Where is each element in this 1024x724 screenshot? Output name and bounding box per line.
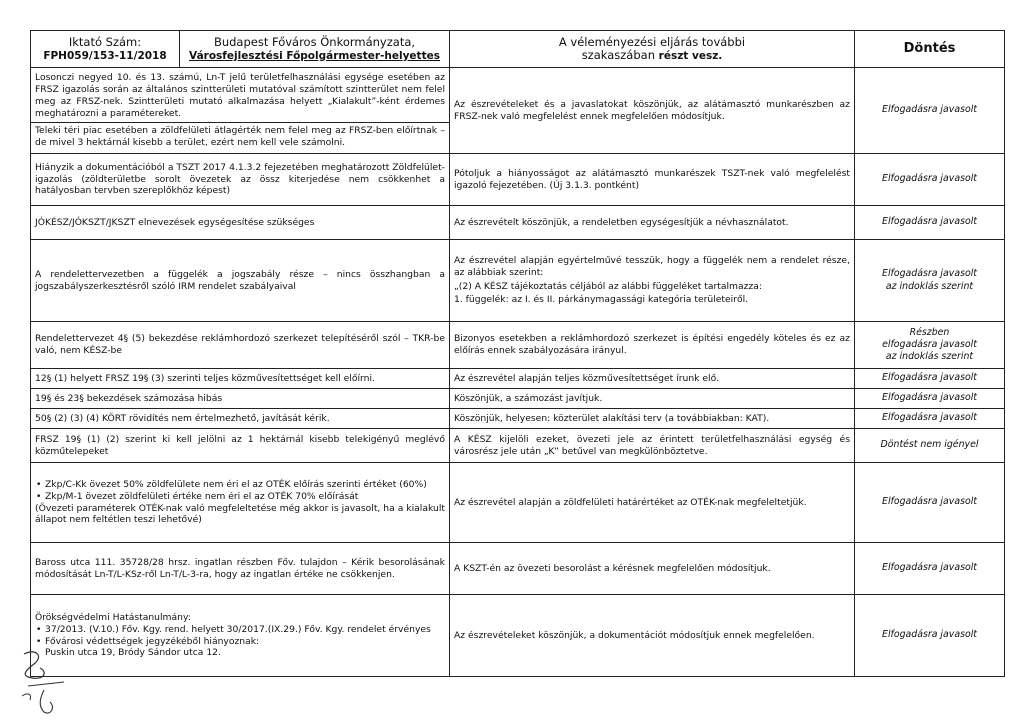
decision-line: Elfogadásra javasolt <box>882 268 977 280</box>
header-participation <box>450 31 855 68</box>
response-cell: Az észrevételeket és a javaslatokat köszönjük, az alátámasztó munkarészben az FRSZ-nek való megfelelést ennek megfelelően módosítjuk. <box>450 68 855 154</box>
response-text: „(2) A KÉSZ tájékoztatás céljából az alábbi függeléket tartalmazza: <box>454 280 763 292</box>
table-row <box>31 463 1005 543</box>
list-item: • 37/2013. (V.10.) Főv. Kgy. rend. helyett 30/2017.(IX.29.) Főv. Kgy. rendelet érvényes <box>45 624 445 636</box>
decision-cell <box>855 240 1005 322</box>
decision-line: az indoklás szerint <box>885 351 974 363</box>
response-cell: Köszönjük, a számozást javítjuk. <box>450 389 855 409</box>
header-authority: Budapest Főváros Önkormányzata, <box>213 35 416 50</box>
decision-cell: Elfogadásra javasolt <box>855 409 1005 429</box>
response-text: Az észrevétel alapján egyértelművé tesszük, hogy a függelék nem a rendelet része, az alábbiak szerint: <box>454 254 850 278</box>
handwritten-signature <box>14 646 74 716</box>
table-row <box>31 409 1005 429</box>
remark-cell: 12§ (1) helyett FRSZ 19§ (3) szerinti teljes közművesítettséget kell előírni. <box>31 369 450 389</box>
decision-cell: Elfogadásra javasolt <box>855 154 1005 206</box>
table-row <box>31 154 1005 206</box>
decision-cell: Döntést nem igényel <box>855 429 1005 463</box>
header-participation-line1: A véleményezési eljárás további <box>558 34 746 49</box>
header-row <box>31 31 1005 68</box>
remark-cell <box>31 463 450 543</box>
remark-cell: JÓKÉSZ/JÓKSZT/JKSZT elnevezések egységesítése szükséges <box>31 206 450 240</box>
table-row <box>31 68 1005 154</box>
remark-line: Puskin utca 19, Bródy Sándor utca 12. <box>45 647 221 659</box>
list-item: • Fővárosi védettségek jegyzékéből hiányoznak: <box>45 636 445 648</box>
remark-cell: Hiányzik a dokumentációból a TSZT 2017 4.1.3.2 fejezetében meghatározott Zöldfelület-igazolás (zöldterületbe sorolt övezetek az össz kiterjedése nem csökkenhet a hatályosban tervben szereplőkhöz képest) <box>31 154 450 206</box>
remark-text: Teleki téri piac esetében a zöldfelületi átlagérték nem felel meg az FRSZ-ben előírtnak – de mivel 3 hektárnál kisebb a terület, ezért nem kell vele számolni. <box>31 122 449 149</box>
response-cell: Az észrevétel alapján a zöldfelületi határértéket az OTÉK-nak megfeleltetjük. <box>450 463 855 543</box>
header-file-number: FPH059/153-11/2018 <box>43 49 167 62</box>
remark-cell: FRSZ 19§ (1) (2) szerint ki kell jelölni az 1 hektárnál kisebb telekigényű meglévő közműtelepeket <box>31 429 450 463</box>
opinion-table <box>30 30 1005 677</box>
remark-title: Örökségvédelmi Hatástanulmány: <box>35 611 191 623</box>
decision-line: az indoklás szerint <box>885 280 974 292</box>
remark-list <box>35 624 445 648</box>
decision-cell: Elfogadásra javasolt <box>855 68 1005 154</box>
response-cell: Pótoljuk a hiányosságot az alátámasztó munkarészek TSZT-nek való megfelelést igazoló fejezetében. (Új 3.1.3. pontként) <box>450 154 855 206</box>
response-cell: Az észrevételeket köszönjük, a dokumentációt módosítjuk ennek megfelelően. <box>450 595 855 677</box>
table-row <box>31 369 1005 389</box>
remark-cell: 50§ (2) (3) (4) KÖRT rövidítés nem értelmezhető, javítását kérik. <box>31 409 450 429</box>
response-cell: Az észrevétel alapján teljes közművesítettséget írunk elő. <box>450 369 855 389</box>
table-row <box>31 595 1005 677</box>
response-text: 1. függelék: az I. és II. párkánymagassági kategória területeiről. <box>454 294 749 306</box>
list-item: • Zkp/C-Kk övezet 50% zöldfelülete nem éri el az OTÉK előírás szerinti értéket (60%) <box>45 479 445 491</box>
decision-cell: Elfogadásra javasolt <box>855 369 1005 389</box>
response-cell: A KSZT-én az övezeti besorolást a kérésnek megfelelően módosítjuk. <box>450 543 855 595</box>
remark-list <box>35 479 445 503</box>
table-row <box>31 389 1005 409</box>
decision-cell: Elfogadásra javasolt <box>855 543 1005 595</box>
response-cell: Köszönjük, helyesen: közterület alakítási terv (a továbbiakban: KAT). <box>450 409 855 429</box>
remark-cell: Rendelettervezet 4§ (5) bekezdése reklámhordozó szerkezet telepítéséről szól – TKR-be való, nem KÉSZ-be <box>31 322 450 369</box>
decision-cell: Elfogadásra javasolt <box>855 389 1005 409</box>
table-row <box>31 429 1005 463</box>
response-cell: Az észrevételt köszönjük, a rendeletben egységesítjük a névhasználatot. <box>450 206 855 240</box>
header-participation-emphasis: részt vesz. <box>658 50 723 62</box>
table-row <box>31 543 1005 595</box>
table-row <box>31 240 1005 322</box>
decision-cell: Elfogadásra javasolt <box>855 206 1005 240</box>
remark-cell: A rendelettervezetben a függelék a jogszabály része – nincs összhangban a jogszabályszerkesztésről szóló IRM rendelet szabályaival <box>31 240 450 322</box>
remark-cell: 19§ és 23§ bekezdések számozása hibás <box>31 389 450 409</box>
decision-line: Részben <box>909 326 950 338</box>
header-decision: Döntés <box>855 31 1005 68</box>
response-cell <box>450 240 855 322</box>
list-item: • Zkp/M-1 övezet zöldfelületi értéke nem éri el az OTÉK 70% előírását <box>45 491 445 503</box>
header-participation-line2: szakaszában <box>581 48 659 62</box>
remark-cell: Baross utca 111. 35728/28 hrsz. ingatlan részben Főv. tulajdon – Kérik besorolásának módosítását Ln-T/L-KSz-ről Ln-T/L-3-ra, hogy az ingatlan értéke ne csökkenjen. <box>31 543 450 595</box>
response-cell: A KÉSZ kijelöli ezeket, övezeti jele az érintett területfelhasználási egység és városrész jele után „K” betűvel van megkülönböztetve. <box>450 429 855 463</box>
header-file-number-label: Iktató Szám: <box>68 35 142 50</box>
decision-cell <box>855 322 1005 369</box>
table-row <box>31 322 1005 369</box>
decision-cell: Elfogadásra javasolt <box>855 595 1005 677</box>
table-row <box>31 206 1005 240</box>
remark-cell <box>31 595 450 677</box>
remark-text: Losonczi negyed 10. és 13. számú, Ln-T jelű területfelhasználási egysége esetében az FRSZ igazolás során az általános szintterületi mutatóval számított szintterület nem felel meg az FRSZ-nek. Szintterületi mutató alkalmazása helyett „Kialakult”-ként érdemes meghatározni a paramétereket. <box>35 72 445 119</box>
header-authority-office: Városfejlesztési Főpolgármester-helyettes <box>189 49 440 62</box>
decision-cell: Elfogadásra javasolt <box>855 463 1005 543</box>
header-reference-and-authority <box>31 31 450 68</box>
header-participation-line2-wrap <box>454 49 850 62</box>
response-cell: Bizonyos esetekben a reklámhordozó szerkezet is építési engedély köteles és ez az előírás ennek szabályozására irányul. <box>450 322 855 369</box>
remark-cell <box>31 68 450 154</box>
decision-line: elfogadásra javasolt <box>882 338 977 350</box>
remark-note: (Övezeti paraméterek OTÉK-nak való megfeleltetése még akkor is javasolt, ha a kialakult állapot nem feltétlen teszi lehetővé) <box>35 502 445 526</box>
